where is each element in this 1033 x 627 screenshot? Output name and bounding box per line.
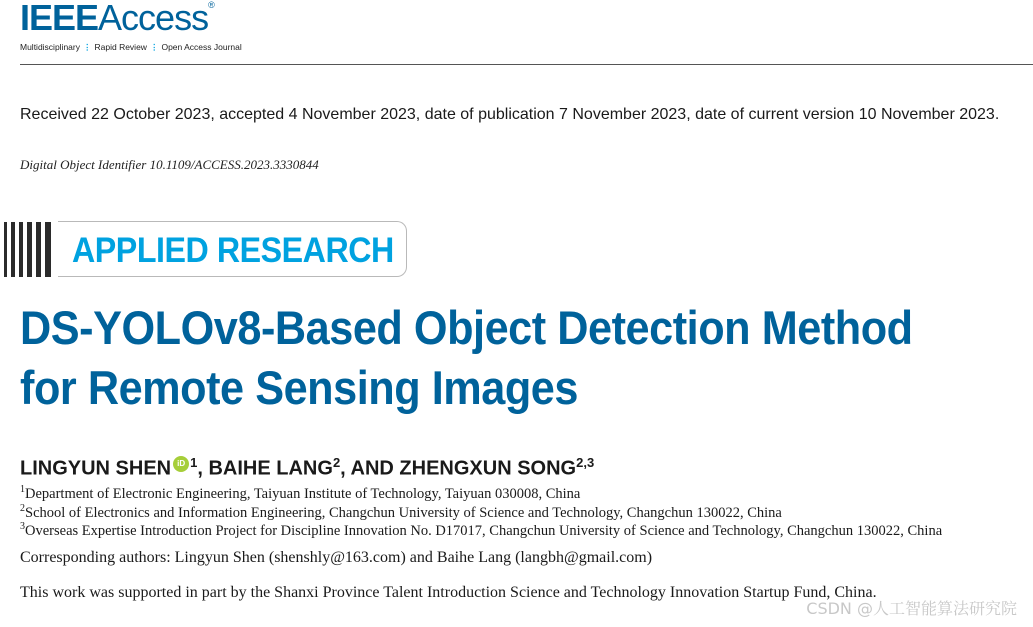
author-name[interactable]: BAIHE LANG	[208, 457, 333, 480]
affiliation-text: Overseas Expertise Introduction Project for Discipline Innovation No. D17017, Changchun University of Science and Technology, Changchun 130022, China	[25, 522, 943, 539]
author-list: LINGYUN SHEN iD $^1$, BAIHE LANG$^2$, AND ZHENGXUN SONG$^{2,3}$	[20, 455, 595, 480]
affiliation-item	[20, 503, 782, 522]
header-divider	[20, 64, 1033, 65]
affiliation-number: 1	[20, 484, 25, 495]
watermark: CSDN @人工智能算法研究院	[806, 599, 1017, 618]
logo-access: Access	[98, 0, 209, 38]
author-affiliation-mark: 2	[332, 455, 341, 470]
author-affiliation-mark: 2,3	[576, 455, 595, 470]
tagline-item: Rapid Review	[94, 42, 147, 52]
funding-statement: This work was supported in part by the Shanxi Province Talent Introduction Science and Technology Innovation Startup Fund, China.	[20, 584, 877, 601]
affiliation-number: 3	[20, 521, 25, 532]
affiliation-item	[20, 521, 942, 540]
affiliation-item	[20, 484, 580, 503]
logo-registered-mark: ®	[208, 0, 215, 10]
paper-title	[20, 298, 940, 418]
title-line-2: for Remote Sensing Images	[20, 361, 578, 414]
author-name[interactable]: AND ZHENGXUN SONG	[350, 457, 577, 480]
tagline-separator: ⋮	[149, 42, 159, 52]
author-affiliation-mark: 1	[190, 455, 198, 470]
section-stripes-icon	[0, 222, 60, 277]
doi-link[interactable]: Digital Object Identifier 10.1109/ACCESS.2023.3330844	[20, 157, 319, 172]
orcid-icon[interactable]: iD	[173, 456, 189, 472]
corresponding-authors: Corresponding authors: Lingyun Shen (shenshly@163.com) and Baihe Lang (langbh@gmail.com)	[20, 549, 653, 566]
affiliation-text: School of Electronics and Information Engineering, Changchun University of Science and Technology, Changchun 130022, China	[25, 504, 782, 521]
received-dates: Received 22 October 2023, accepted 4 November 2023, date of publication 7 November 2023, date of current version 10 November 2023.	[20, 106, 1000, 123]
tagline-item: Multidisciplinary	[20, 42, 80, 52]
logo-ieee: IEEE	[20, 0, 99, 38]
section-label: APPLIED RESEARCH	[72, 231, 394, 270]
tagline-item: Open Access Journal	[161, 42, 242, 52]
title-line-1: DS-YOLOv8-Based Object Detection Method	[20, 301, 913, 354]
section-banner	[58, 221, 407, 277]
tagline-separator: ⋮	[83, 42, 92, 52]
affiliation-text: Department of Electronic Engineering, Taiyuan Institute of Technology, Taiyuan 030008, China	[25, 485, 581, 502]
author-name[interactable]: LINGYUN SHEN	[20, 457, 172, 480]
affiliation-number: 2	[20, 503, 25, 514]
journal-tagline	[20, 42, 242, 53]
journal-logo	[20, 0, 215, 36]
